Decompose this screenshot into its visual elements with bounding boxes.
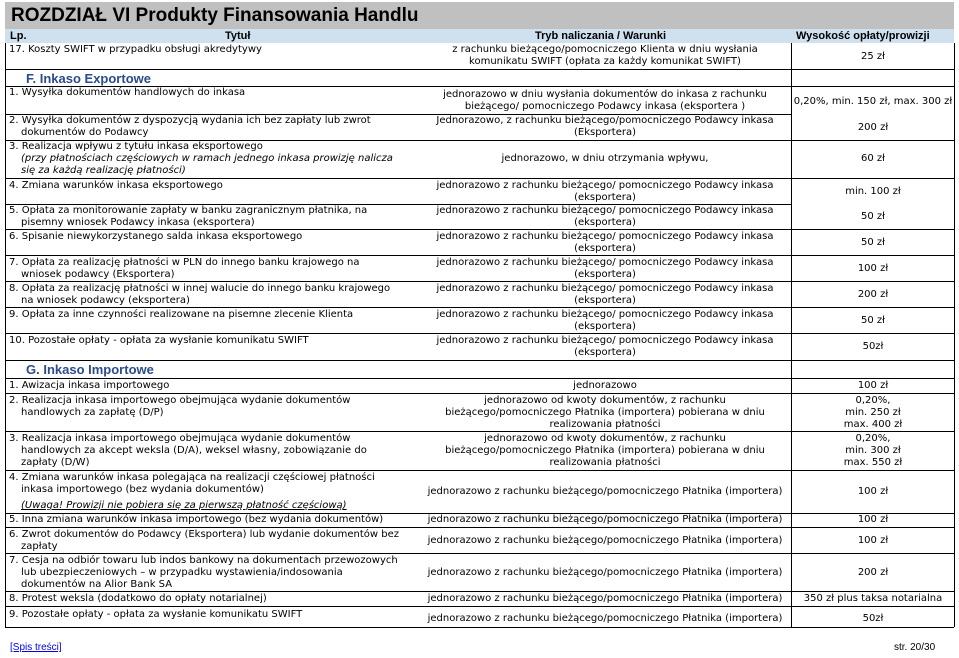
- row-mode: jednorazowo z rachunku bieżącego/pomocniczego Płatnika (importera): [427, 514, 783, 525]
- row-title: zapłaty: [21, 541, 58, 552]
- row-title: 4. Zmiana warunków inkasa eksportowego: [9, 180, 223, 191]
- row-title: lub ubezpieczeniowych – w przypadku wystawienia/indosowania: [21, 567, 343, 578]
- row-title: 1. Wysyłka dokumentów handlowych do inkasa: [9, 87, 246, 98]
- row-fee: 0,20%,: [855, 395, 891, 406]
- row-title: inkasa importowego (bez wydania dokumentów): [21, 484, 264, 495]
- row-mode: bieżącego/pomocniczego Płatnika (importera) pobierana w dniu: [445, 407, 765, 418]
- row-mode: jednorazowo z rachunku bieżącego/pomocniczego Płatnika (importera): [427, 535, 783, 546]
- row-title: 3. Realizacja inkasa importowego obejmująca wydanie dokumentów: [9, 433, 351, 444]
- row-fee: 50 zł: [861, 315, 885, 326]
- row-mode: jednorazowo z rachunku bieżącego/pomocniczego Płatnika (importera): [427, 567, 783, 578]
- table-header: [5, 29, 954, 43]
- row-title: 8. Opłata za realizację płatności w innej walucie do innego banku krajowego: [9, 283, 391, 294]
- row-mode: jednorazowo od kwoty dokumentów, z rachunku: [484, 395, 726, 406]
- page-number: str. 20/30: [894, 642, 936, 653]
- row-fee: 200 zł: [857, 289, 889, 300]
- row-mode: jednorazowo, w dniu otrzymania wpływu,: [501, 153, 709, 164]
- row-mode: realizowania płatności: [549, 457, 661, 468]
- row-title: 6. Spisanie niewykorzystanego salda inkasa eksportowego: [9, 231, 303, 242]
- row-fee: 100 zł: [857, 380, 889, 391]
- row-title: 2. Realizacja inkasa importowego obejmująca wydanie dokumentów: [9, 395, 351, 406]
- row-title: 8. Protest weksla (dodatkowo do opłaty notarialnej): [9, 593, 267, 604]
- row-mode: bieżącego/pomocniczego Płatnika (importera) pobierana w dniu: [445, 445, 765, 456]
- header-lp: Lp.: [10, 30, 27, 42]
- row-fee: 50 zł: [861, 237, 885, 248]
- row-title: zapłaty (D/W): [21, 457, 90, 468]
- row-fee: 200 zł: [857, 567, 889, 578]
- row-mode: (eksportera): [574, 243, 636, 254]
- header-fee: Wysokość opłaty/prowizji: [796, 30, 930, 42]
- section-heading: F. Inkaso Exportowe: [26, 71, 151, 86]
- header-title: Tytuł: [225, 30, 251, 42]
- row-mode: jednorazowo z rachunku bieżącego/ pomocniczego Podawcy inkasa: [436, 231, 774, 242]
- row-title: dokumentów na Alior Bank SA: [21, 579, 173, 590]
- row-fee: 100 zł: [857, 514, 889, 525]
- row-mode: jednorazowo z rachunku bieżącego/pomocniczego Płatnika (importera): [427, 613, 783, 624]
- row-mode: jednorazowo z rachunku bieżącego/ pomocniczego Podawcy inkasa: [436, 335, 774, 346]
- chapter-title: ROZDZIAŁ VI Produkty Finansowania Handlu: [5, 2, 954, 29]
- row-mode: (eksportera): [574, 347, 636, 358]
- row-mode: (eksportera): [574, 321, 636, 332]
- row-fee: 350 zł plus taksa notarialna: [803, 593, 943, 604]
- row-title: 3. Realizacja wpływu z tytułu inkasa eksportowego: [9, 141, 263, 152]
- row-title: handlowych za zapłatę (D/P): [21, 407, 164, 418]
- section-heading: G. Inkaso Importowe: [26, 362, 154, 377]
- row-mode: jednorazowo z rachunku bieżącego/ pomocniczego Podawcy inkasa: [436, 180, 774, 191]
- row-fee: 25 zł: [861, 51, 885, 62]
- row-title: 5. Inna zmiana warunków inkasa importowego (bez wydania dokumentów): [9, 514, 384, 525]
- row-fee: min. 300 zł: [845, 445, 901, 456]
- row-title: (przy płatnościach częściowych w ramach jednego inkasa prowizję nalicza: [21, 153, 393, 164]
- row-title: 7. Opłata za realizację płatności w PLN do innego banku krajowego na: [9, 257, 360, 268]
- row-note: (Uwaga! Prowizji nie pobiera się za pierwszą płatność częściową): [21, 500, 347, 511]
- row-title: handlowych za akcept weksla (D/A), weksel własny, zobowiązanie do: [21, 445, 367, 456]
- row-fee: 60 zł: [861, 153, 885, 164]
- row-mode: realizowania płatności: [549, 419, 661, 430]
- row-mode: jednorazowo w dniu wysłania dokumentów do inkasa z rachunku: [443, 89, 767, 100]
- row-mode: (eksportera): [574, 295, 636, 306]
- row-fee: min. 100 zł: [845, 186, 901, 197]
- row-mode: jednorazowo z rachunku bieżącego/pomocniczego Płatnika (importera): [427, 486, 783, 497]
- row-fee: 50 zł: [861, 211, 885, 222]
- row-title: 10. Pozostałe opłaty - opłata za wysłanie komunikatu SWIFT: [9, 335, 309, 346]
- row-title: wniosek podawcy (Eksportera): [21, 269, 175, 280]
- row-mode: (eksportera): [574, 217, 636, 228]
- row-title: 5. Opłata za monitorowanie zapłaty w banku zagranicznym płatnika, na: [9, 205, 368, 216]
- row-mode: z rachunku bieżącego/pomocniczego Klienta w dniu wysłania: [452, 44, 758, 55]
- row-fee: 0,20%,: [855, 433, 891, 444]
- row-fee: 50zł: [862, 613, 884, 624]
- row-title: pisemny wniosek Podawcy inkasa (eksportera): [21, 217, 255, 228]
- row-fee: max. 400 zł: [843, 419, 903, 430]
- row-mode: jednorazowo: [573, 380, 637, 391]
- row-title: 6. Zwrot dokumentów do Podawcy (Eksportera) lub wydanie dokumentów bez: [9, 529, 399, 540]
- row-mode: jednorazowo z rachunku bieżącego/ pomocniczego Podawcy inkasa: [436, 283, 774, 294]
- row-fee: min. 250 zł: [845, 407, 901, 418]
- row-mode: bieżącego/ pomocniczego Podawcy inkasa (eksportera ): [464, 101, 746, 112]
- row-title: 4. Zmiana warunków inkasa polegająca na realizacji częściowej płatności: [9, 472, 375, 483]
- row-title: dokumentów do Podawcy: [21, 127, 149, 138]
- row-mode: Jednorazowo, z rachunku bieżącego/pomocniczego Podawcy inkasa: [436, 115, 774, 126]
- row-fee: 100 zł: [857, 263, 889, 274]
- row-fee: 200 zł: [857, 122, 889, 133]
- row-title: 17. Koszty SWIFT w przypadku obsługi akredytywy: [9, 44, 262, 55]
- row-mode: jednorazowo z rachunku bieżącego/ pomocniczego Podawcy inkasa: [436, 257, 774, 268]
- row-title: 2. Wysyłka dokumentów z dyspozycją wydania ich bez zapłaty lub zwrot: [9, 115, 371, 126]
- row-mode: (Eksportera): [573, 127, 636, 138]
- row-fee: 0,20%, min. 150 zł, max. 300 zł: [793, 96, 953, 107]
- row-title: na wniosek podawcy (eksportera): [21, 295, 190, 306]
- table-of-contents-link[interactable]: [Spis treści]: [10, 642, 62, 653]
- row-title: 9. Opłata za inne czynności realizowane na pisemne zlecenie Klienta: [9, 309, 354, 320]
- row-mode: komunikatu SWIFT (opłata za każdy komunikat SWIFT): [469, 56, 741, 67]
- row-title: 7. Cesja na odbiór towaru lub indos bankowy na dokumentach przewozowych: [9, 555, 398, 566]
- row-title: 1. Awizacja inkasa importowego: [9, 380, 170, 391]
- row-mode: jednorazowo z rachunku bieżącego/ pomocniczego Podawcy inkasa: [436, 205, 774, 216]
- row-mode: (eksportera): [574, 192, 636, 203]
- row-fee: 50zł: [862, 341, 884, 352]
- row-title: 9. Pozostałe opłaty - opłata za wysłanie komunikatu SWIFT: [9, 609, 303, 620]
- row-fee: max. 550 zł: [843, 457, 903, 468]
- row-fee: 100 zł: [857, 486, 889, 497]
- row-mode: jednorazowo z rachunku bieżącego/ pomocniczego Podawcy inkasa: [436, 309, 774, 320]
- header-mode: Tryb naliczania / Warunki: [535, 30, 667, 42]
- row-mode: jednorazowo od kwoty dokumentów, z rachunku: [484, 433, 726, 444]
- row-title: się za każdą realizację płatności): [21, 165, 186, 176]
- row-mode: (eksportera): [574, 269, 636, 280]
- row-fee: 100 zł: [857, 535, 889, 546]
- row-mode: jednorazowo z rachunku bieżącego/pomocniczego Płatnika (importera): [427, 593, 783, 604]
